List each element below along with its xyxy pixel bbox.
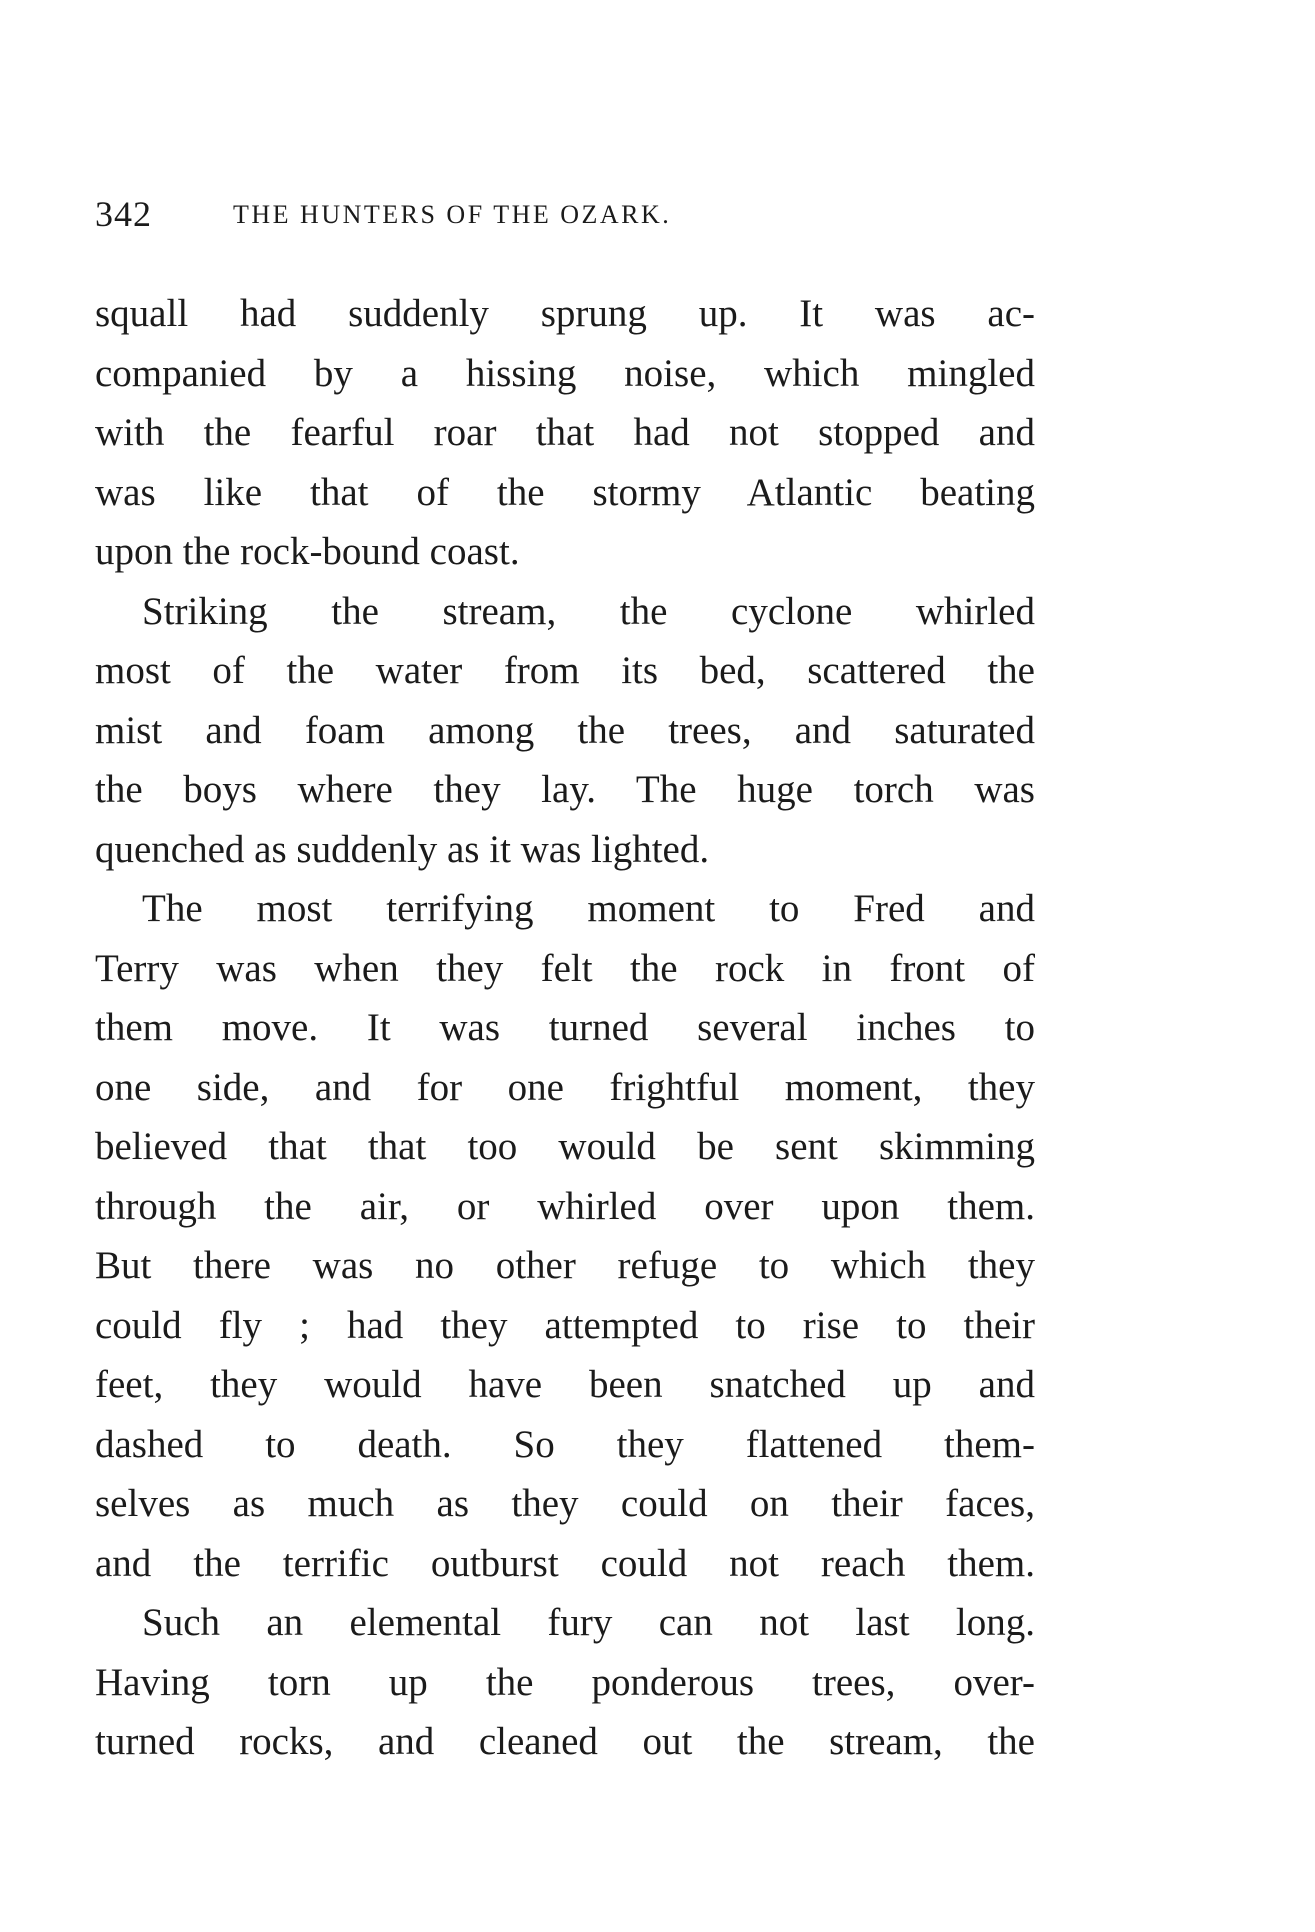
paragraph-1 — [95, 284, 1035, 582]
text-line: But there was no other refuge to which they — [95, 1244, 1035, 1287]
body-text — [95, 284, 1035, 1772]
text-line: companied by a hissing noise, which mingled — [95, 351, 1035, 395]
paragraph-4 — [95, 1593, 1035, 1772]
text-line: one side, and for one frightful moment, they — [95, 1065, 1035, 1109]
text-line: Terry was when they felt the rock in front of — [95, 946, 1035, 990]
text-line: quenched as suddenly as it was lighted. — [95, 827, 710, 871]
text-line: and the terrific outburst could not reach them. — [95, 1541, 1035, 1585]
text-line: The most terrifying moment to Fred and — [142, 887, 1035, 930]
text-line: Having torn up the ponderous trees, over- — [95, 1660, 1035, 1704]
running-head — [95, 193, 1035, 243]
text-line: through the air, or whirled over upon them. — [95, 1184, 1035, 1228]
text-line: could fly ; had they attempted to rise to their — [95, 1303, 1035, 1347]
text-line: the boys where they lay. The huge torch was — [95, 768, 1035, 811]
text-line: feet, they would have been snatched up and — [95, 1363, 1035, 1406]
text-line: Striking the stream, the cyclone whirled — [142, 589, 1035, 633]
text-line: upon the rock-bound coast. — [95, 530, 520, 573]
paragraph-2 — [95, 582, 1035, 880]
text-line: turned rocks, and cleaned out the stream, the — [95, 1720, 1035, 1763]
paragraph-3 — [95, 879, 1035, 1593]
text-line: most of the water from its bed, scattered the — [95, 649, 1035, 692]
page-number: 342 — [95, 194, 152, 234]
text-line: mist and foam among the trees, and saturated — [95, 708, 1035, 752]
text-line: squall had suddenly sprung up. It was ac- — [95, 292, 1035, 335]
text-line: Such an elemental fury can not last long. — [142, 1601, 1035, 1644]
text-line: believed that that too would be sent skimming — [95, 1125, 1035, 1168]
text-line: with the fearful roar that had not stopped and — [95, 411, 1035, 454]
text-line: them move. It was turned several inches to — [95, 1006, 1035, 1049]
text-line: dashed to death. So they flattened them- — [95, 1422, 1035, 1466]
running-title: THE HUNTERS OF THE OZARK. — [233, 200, 672, 229]
text-line: selves as much as they could on their faces, — [95, 1482, 1035, 1525]
text-line: was like that of the stormy Atlantic beating — [95, 470, 1035, 514]
